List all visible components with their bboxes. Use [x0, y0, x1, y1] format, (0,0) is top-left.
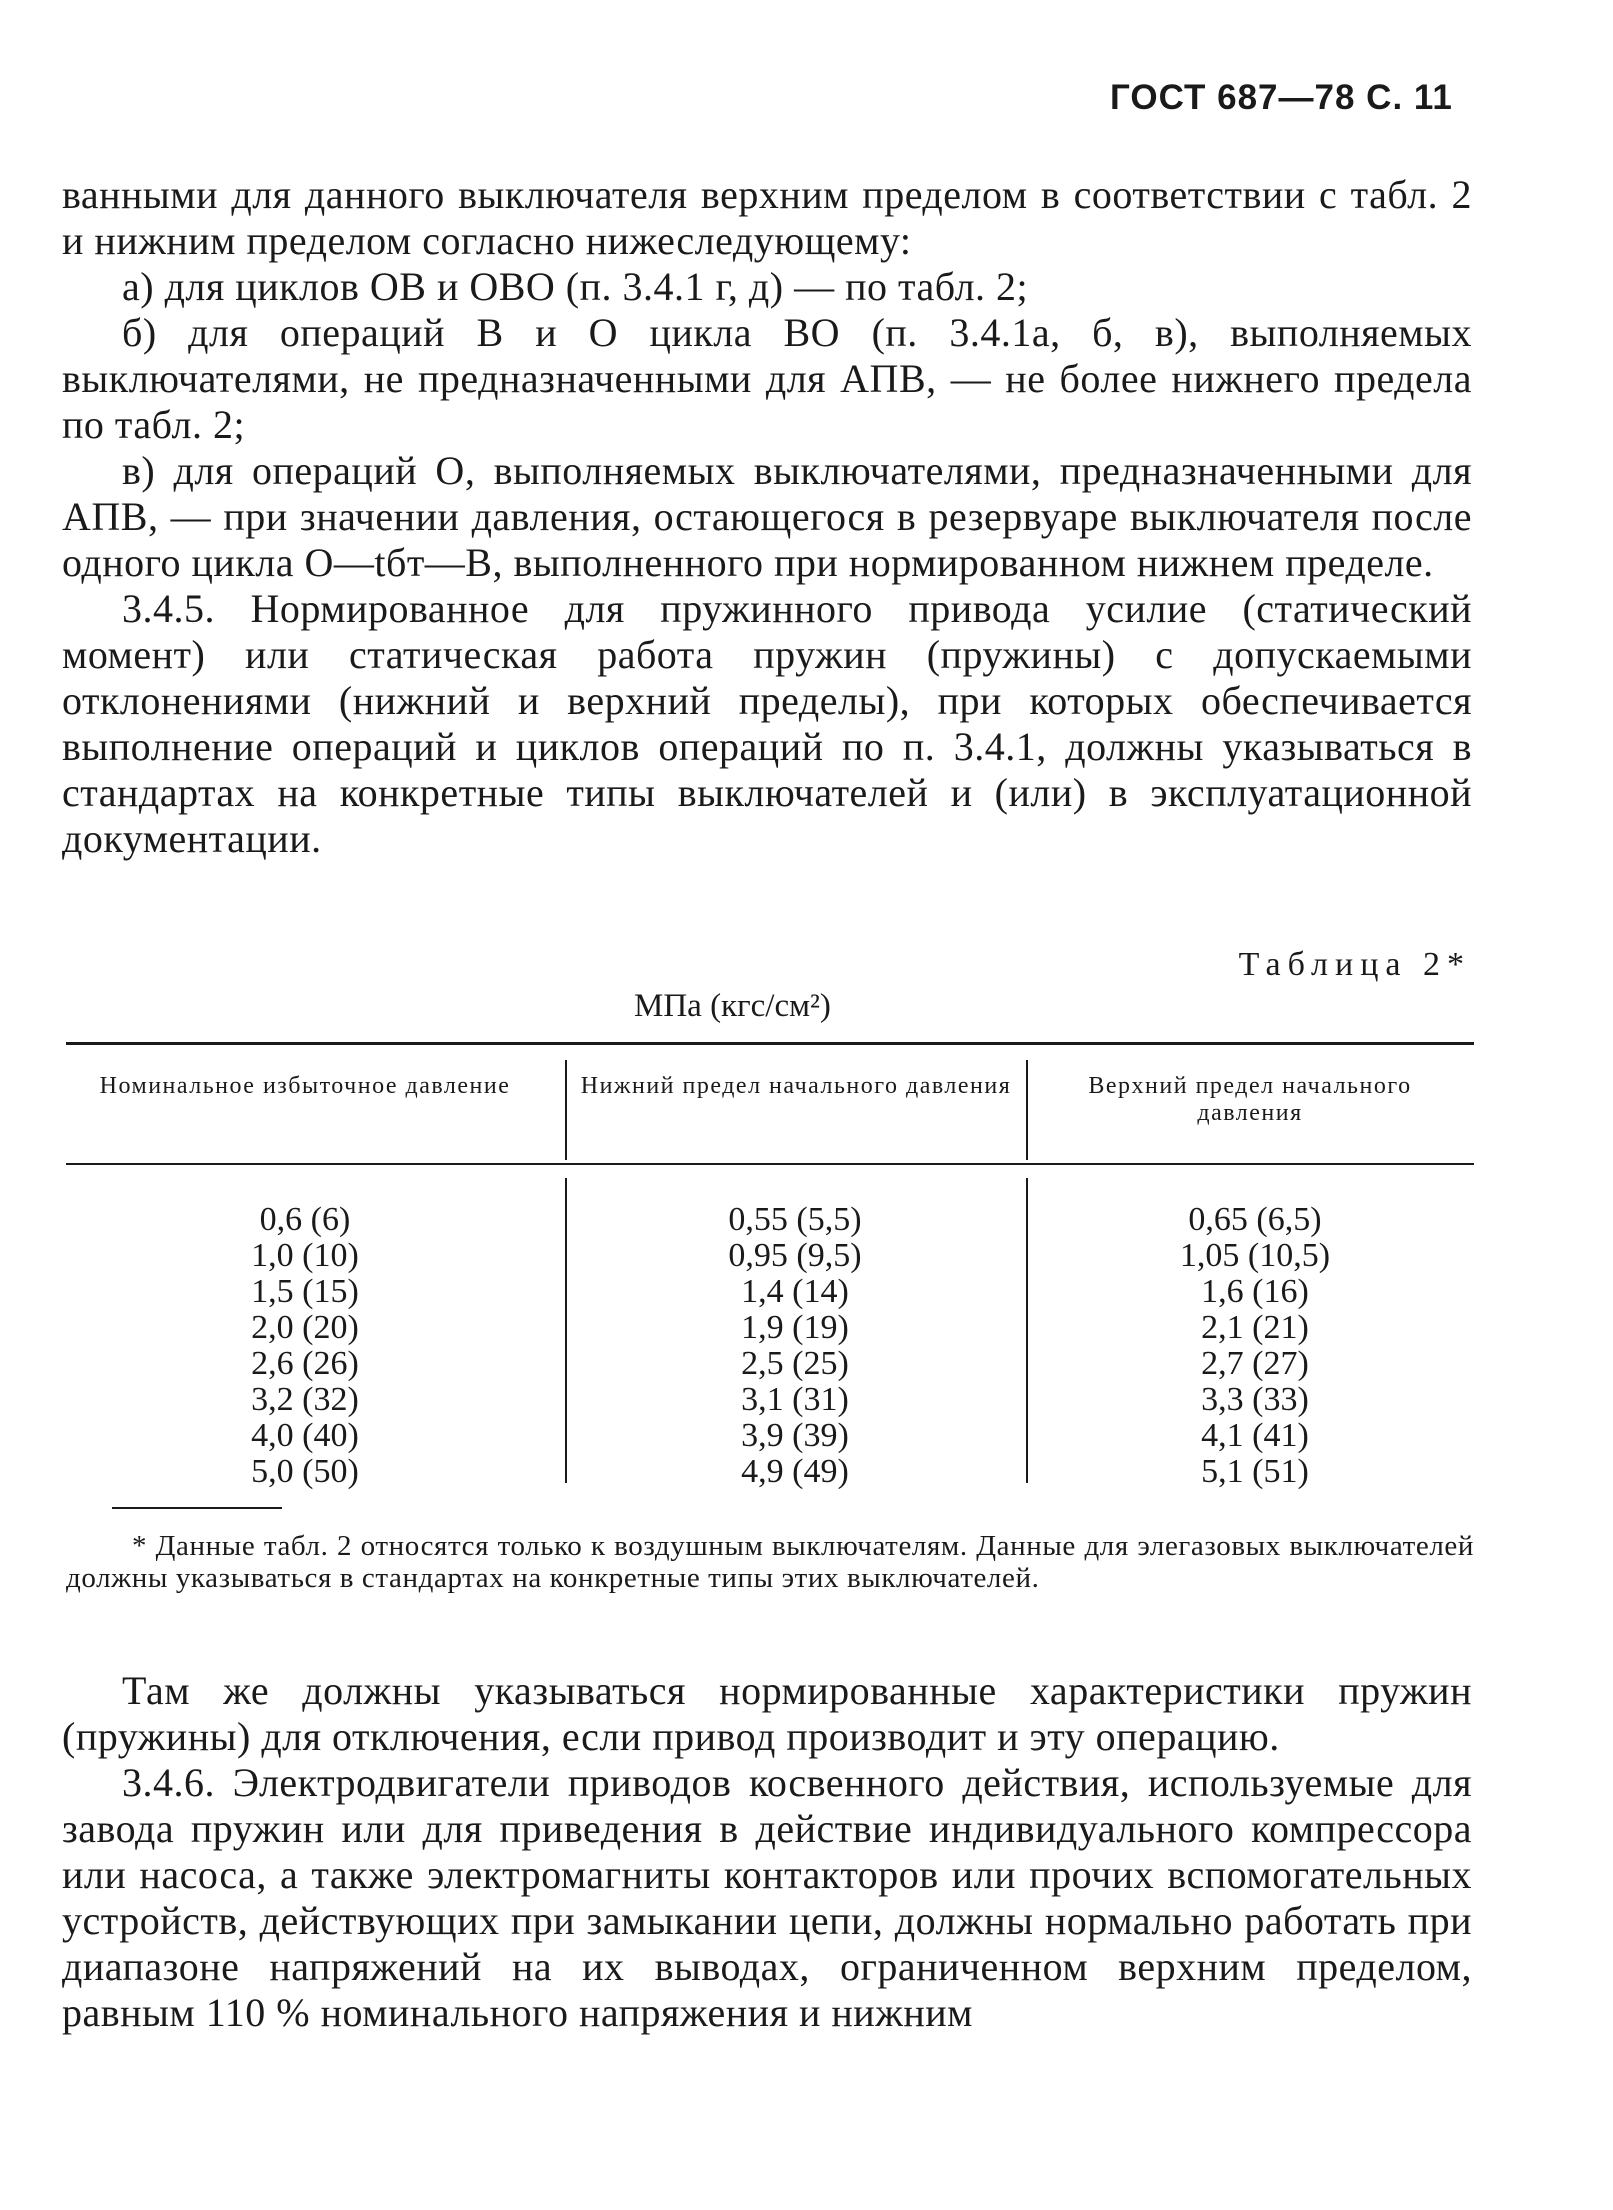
paragraph-3-4-6: 3.4.6. Электродвигатели приводов косвенного действия, используемые для завода пружин или для приведения в действие индивидуального компрессора или насоса, а также электромагниты контакторов или прочих вспомогательных устройств, действующих при замыкании цепи, должны нормально работать при диапазоне напряжений на их выводах, ограниченном верхним пределом, равным 110 % номинального напряжения и нижним: [62, 1760, 1472, 2035]
paragraph-continuation: ванными для данного выключателя верхним пределом в соответствии с табл. 2 и нижним пределом согласно нижеследующему:: [62, 172, 1472, 263]
footnote-text: * Данные табл. 2 относятся только к воздушным выключателям. Данные для элегазовых выключателей должны указываться в стандартах на конкретные типы этих выключателей.: [66, 1530, 1474, 1594]
table-column-upper: [1100, 1202, 1410, 1490]
paragraph-springs: Там же должны указываться нормированные характеристики пружин (пружины) для отключения, если привод производит и эту операцию.: [62, 1668, 1472, 1759]
column-divider: [1026, 1060, 1028, 1160]
table-cell: 2,0 (20): [251, 1309, 359, 1346]
footnote: [66, 1530, 1474, 1594]
table-cell: 2,1 (21): [1201, 1309, 1309, 1346]
table-caption: Таблица 2*: [1238, 946, 1471, 983]
table-cell: 3,3 (33): [1201, 1381, 1309, 1418]
paragraph-item-b: б) для операций В и О цикла ВО (п. 3.4.1а, б, в), выполняемых выключателями, не предназначенными для АПВ, — не более нижнего предела по табл. 2;: [62, 310, 1472, 447]
table-cell: 1,6 (16): [1201, 1273, 1309, 1310]
table-cell: 1,05 (10,5): [1179, 1237, 1331, 1274]
table-cell: 3,9 (39): [741, 1417, 849, 1454]
table-cell: 0,95 (9,5): [728, 1237, 862, 1274]
table-cell: 5,1 (51): [1201, 1453, 1309, 1490]
table-cell: 2,5 (25): [741, 1345, 849, 1382]
footnote-rule: [112, 1507, 282, 1509]
table-header-rule: [66, 1163, 1474, 1165]
table-header-upper: Верхний предел начального давления: [1088, 1073, 1412, 1126]
table-cell: 4,1 (41): [1201, 1417, 1309, 1454]
table-cell: 1,4 (14): [741, 1273, 849, 1310]
table-cell: 4,0 (40): [251, 1417, 359, 1454]
table-cell: 3,1 (31): [741, 1381, 849, 1418]
column-divider: [565, 1060, 567, 1160]
paragraph-item-v: в) для операций О, выполняемых выключателями, предназначенными для АПВ, — при значении давления, остающегося в резервуаре выключателя после одного цикла О—tбт—В, выполненного при нормированном нижнем пределе.: [62, 448, 1472, 585]
column-divider: [1026, 1178, 1028, 1483]
running-header: ГОСТ 687—78 С. 11: [1110, 78, 1453, 117]
table-header-nominal: Номинальное избыточное давление: [99, 1073, 511, 1099]
table-cell: 1,9 (19): [741, 1309, 849, 1346]
table-cell: 1,5 (15): [251, 1273, 359, 1310]
table-column-lower: [640, 1202, 950, 1490]
table-top-rule: [66, 1042, 1474, 1045]
column-divider: [565, 1178, 567, 1483]
paragraph-item-a: а) для циклов ОВ и ОВО (п. 3.4.1 г, д) — по табл. 2;: [122, 264, 1029, 309]
table-column-nominal: [150, 1202, 460, 1490]
paragraph-3-4-5: 3.4.5. Нормированное для пружинного привода усилие (статический момент) или статическая работа пружин (пружины) с допускаемыми отклонениями (нижний и верхний пределы), при которых обеспечивается выполнение операций и циклов операций по п. 3.4.1, должны указываться в стандартах на конкретные типы выключателей и (или) в эксплуатационной документации.: [62, 586, 1472, 861]
table-cell: 4,9 (49): [741, 1453, 849, 1490]
text-block-top: [62, 172, 1472, 862]
table-cell: 3,2 (32): [251, 1381, 359, 1418]
table-cell: 2,7 (27): [1201, 1345, 1309, 1382]
table-header-lower: Нижний предел начального давления: [580, 1073, 1012, 1099]
table-cell: 1,0 (10): [251, 1237, 359, 1274]
table-cell: 5,0 (50): [251, 1453, 359, 1490]
text-block-bottom: [62, 1668, 1472, 2036]
table-cell: 0,65 (6,5): [1188, 1201, 1322, 1238]
table-cell: 2,6 (26): [251, 1345, 359, 1382]
table-cell: 0,6 (6): [259, 1201, 351, 1238]
table-cell: 0,55 (5,5): [728, 1201, 862, 1238]
table-units: МПа (кгс/см²): [634, 988, 831, 1024]
